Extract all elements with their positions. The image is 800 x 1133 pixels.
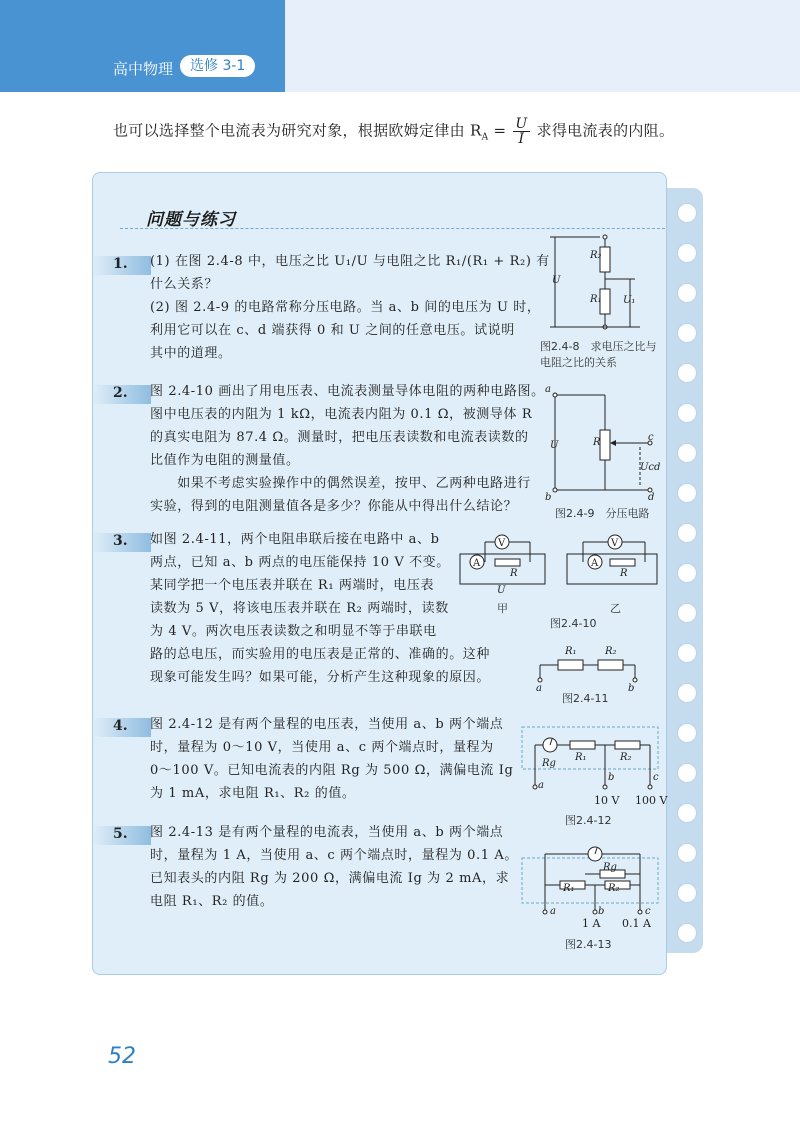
q2-line: 图中电压表的内阻为 1 kΩ，电流表内阻为 0.1 Ω，被测导体 R	[150, 407, 533, 422]
f2411-label-r1: R₁	[565, 646, 577, 657]
binder-ring	[677, 723, 697, 743]
q4-number: 4.	[113, 718, 128, 734]
f2410-label-a-yi: A	[591, 558, 599, 569]
resistor-r	[600, 430, 610, 460]
f2411-caption: 图2.4-11	[562, 692, 609, 705]
f2413-label-01a: 0.1 A	[622, 917, 651, 930]
f249-label-a: a	[545, 384, 551, 395]
q5-line: 图 2.4-13 是有两个量程的电流表，当使用 a、b 两个端点	[150, 825, 504, 840]
f2413-label-rg: Rg	[603, 862, 617, 873]
binder-ring	[677, 243, 697, 263]
binder-ring	[677, 843, 697, 863]
f249-caption: 图2.4-9 分压电路	[555, 507, 650, 520]
f2410-label-a-jia: A	[473, 558, 481, 569]
binder-ring	[677, 443, 697, 463]
f2410-label-r-jia: R	[510, 568, 518, 579]
f2413-label-r1: R₁	[563, 883, 575, 894]
f2412-label-100v: 100 V	[635, 794, 668, 807]
f2411-label-a: a	[536, 683, 542, 694]
q2-line: 图 2.4-10 画出了用电压表、电流表测量导体电阻的两种电路图。	[150, 384, 545, 399]
f249-label-d: d	[648, 492, 655, 503]
q3-number: 3.	[113, 533, 128, 549]
q1-line: 其中的道理。	[150, 346, 232, 361]
binder-ring	[677, 403, 697, 423]
q2-line: 比值作为电阻的测量值。	[150, 453, 300, 468]
section-title: 问题与练习	[146, 210, 236, 230]
binder-ring	[677, 283, 697, 303]
intro-frac-den: I	[518, 131, 525, 147]
q1-number: 1.	[113, 256, 128, 272]
f2413-label-a: a	[550, 906, 556, 917]
q2-line: 的真实电阻为 87.4 Ω。测量时，把电压表读数和电流表读数的	[150, 430, 529, 445]
q2-number: 2.	[113, 385, 128, 401]
intro-sentence	[113, 117, 674, 146]
f2412-label-c: c	[653, 772, 659, 783]
resistor-r1	[570, 741, 595, 749]
q2-line: 如果不考虑实验操作中的偶然误差，按甲、乙两种电路进行	[150, 476, 531, 491]
f248-label-r1: R₁	[590, 294, 602, 305]
figure-2-4-12	[520, 725, 660, 805]
resistor-r1	[558, 660, 583, 670]
q1-line: (1) 在图 2.4-8 中，电压之比 U₁/U 与电阻之比 R₁/(R₁ + R₂) 有	[150, 254, 550, 269]
q1-text	[150, 250, 550, 365]
binder-ring	[677, 203, 697, 223]
binder-ring	[677, 883, 697, 903]
f2412-caption: 图2.4-12	[565, 814, 612, 827]
f2413-caption: 图2.4-13	[565, 938, 612, 951]
f2410-label-r-yi: R	[620, 568, 628, 579]
binder-ring	[677, 683, 697, 703]
f248-label-u: U	[552, 275, 561, 286]
q3-line: 读数为 5 V，将该电压表并联在 R₂ 两端时，读数	[150, 601, 449, 616]
figure-2-4-10	[455, 534, 665, 604]
q5-text	[150, 821, 520, 913]
binder-ring	[677, 323, 697, 343]
intro-after: 求得电流表的内阻。	[531, 121, 675, 140]
q4-line: 0～100 V。已知电流表的内阻 Rg 为 500 Ω，满偏电流 Ig	[150, 763, 514, 778]
page-number: 52	[108, 1044, 136, 1069]
q4-line: 为 1 mA，求电阻 R₁、R₂ 的值。	[150, 786, 356, 801]
q2-text	[150, 380, 545, 518]
header-band-light	[285, 0, 800, 92]
binder-ring	[677, 763, 697, 783]
f2413-label-c: c	[645, 906, 651, 917]
binder-ring	[677, 803, 697, 823]
binder-ring	[677, 603, 697, 623]
q3-line: 现象可能发生吗？如果可能，分析产生这种现象的原因。	[150, 670, 491, 685]
f248-label-u1: U₁	[623, 295, 636, 306]
f2412-label-a: a	[538, 780, 544, 791]
q2-line: 实验，得到的电阻测量值各是多少？你能从中得出什么结论？	[150, 499, 518, 514]
intro-frac-num: U	[515, 116, 528, 132]
intro-sub: A	[481, 132, 489, 143]
f2412-label-b: b	[608, 772, 615, 783]
f249-label-ucd: Ucd	[640, 462, 661, 473]
f2410-label-u: U	[497, 585, 506, 596]
q5-line: 时，量程为 1 A，当使用 a、c 两个端点时，量程为 0.1 A。	[150, 848, 518, 863]
f2411-label-r2: R₂	[605, 646, 617, 657]
binder-ring	[677, 363, 697, 383]
binder-ring	[677, 523, 697, 543]
q4-line: 时，量程为 0～10 V，当使用 a、c 两个端点时，量程为	[150, 740, 494, 755]
q5-line: 电阻 R₁、R₂ 的值。	[150, 894, 274, 909]
figure-2-4-11	[530, 650, 650, 685]
q4-line: 图 2.4-12 是有两个量程的电压表，当使用 a、b 两个端点	[150, 717, 504, 732]
f249-label-u: U	[550, 440, 559, 451]
binder-ring	[677, 563, 697, 583]
header-module-badge: 选修 3-1	[180, 55, 255, 77]
binder-ring	[677, 483, 697, 503]
f2412-label-r2: R₂	[620, 752, 632, 763]
f2412-label-r1: R₁	[575, 752, 587, 763]
f2410-label-v-yi: V	[611, 538, 619, 549]
f249-label-c: c	[648, 432, 654, 443]
q4-text	[150, 713, 520, 805]
q3-line: 路的总电压，而实验用的电压表是正常的、准确的。这种	[150, 647, 491, 662]
title-divider	[120, 228, 665, 229]
header-subject: 高中物理	[113, 60, 174, 78]
q1-line: (2) 图 2.4-9 的电路常称分压电路。当 a、b 间的电压为 U 时，	[150, 300, 541, 315]
resistor-r2	[598, 660, 623, 670]
binder-ring	[677, 643, 697, 663]
figure-2-4-13	[520, 840, 660, 920]
q3-line: 两点，已知 a、b 两点的电压能保持 10 V 不变。	[150, 555, 450, 570]
f2412-label-10v: 10 V	[594, 794, 620, 807]
q1-line: 利用它可以在 c、d 端获得 0 和 U 之间的任意电压。试说明	[150, 323, 515, 338]
q3-line: 某同学把一个电压表并联在 R₁ 两端时，电压表	[150, 578, 435, 593]
f249-label-b: b	[545, 492, 552, 503]
f2410-caption: 图2.4-10	[550, 617, 597, 630]
binder-ring	[677, 923, 697, 943]
f248-caption-2: 电阻之比的关系	[540, 356, 617, 369]
q1-line: 什么关系？	[150, 277, 219, 292]
f2410-label-yi: 乙	[610, 602, 621, 615]
q3-line: 如图 2.4-11，两个电阻串联后接在电路中 a、b	[150, 532, 440, 547]
f2410-label-v-jia: V	[498, 538, 506, 549]
intro-before: 也可以选择整个电流表为研究对象，根据欧姆定律由 R	[113, 121, 482, 140]
q3-line: 为 4 V。两次电压表读数之和明显不等于串联电	[150, 624, 437, 639]
f2411-label-b: b	[628, 683, 635, 694]
f2413-label-r2: R₂	[608, 883, 620, 894]
f248-caption-1: 图2.4-8 求电压之比与	[540, 340, 657, 353]
f2413-label-1a: 1 A	[582, 917, 601, 930]
f2412-label-rg: Rg	[542, 758, 556, 769]
q5-line: 已知表头的内阻 Rg 为 200 Ω，满偏电流 Ig 为 2 mA，求	[150, 871, 510, 886]
f2413-label-b: b	[598, 906, 605, 917]
q5-number: 5.	[113, 826, 128, 842]
f249-label-r: R	[593, 437, 601, 448]
resistor-r2	[615, 741, 640, 749]
f248-label-r2: R₂	[590, 250, 602, 261]
f2410-label-jia: 甲	[497, 602, 508, 615]
intro-eq: =	[488, 121, 512, 140]
intro-fraction	[513, 117, 529, 146]
